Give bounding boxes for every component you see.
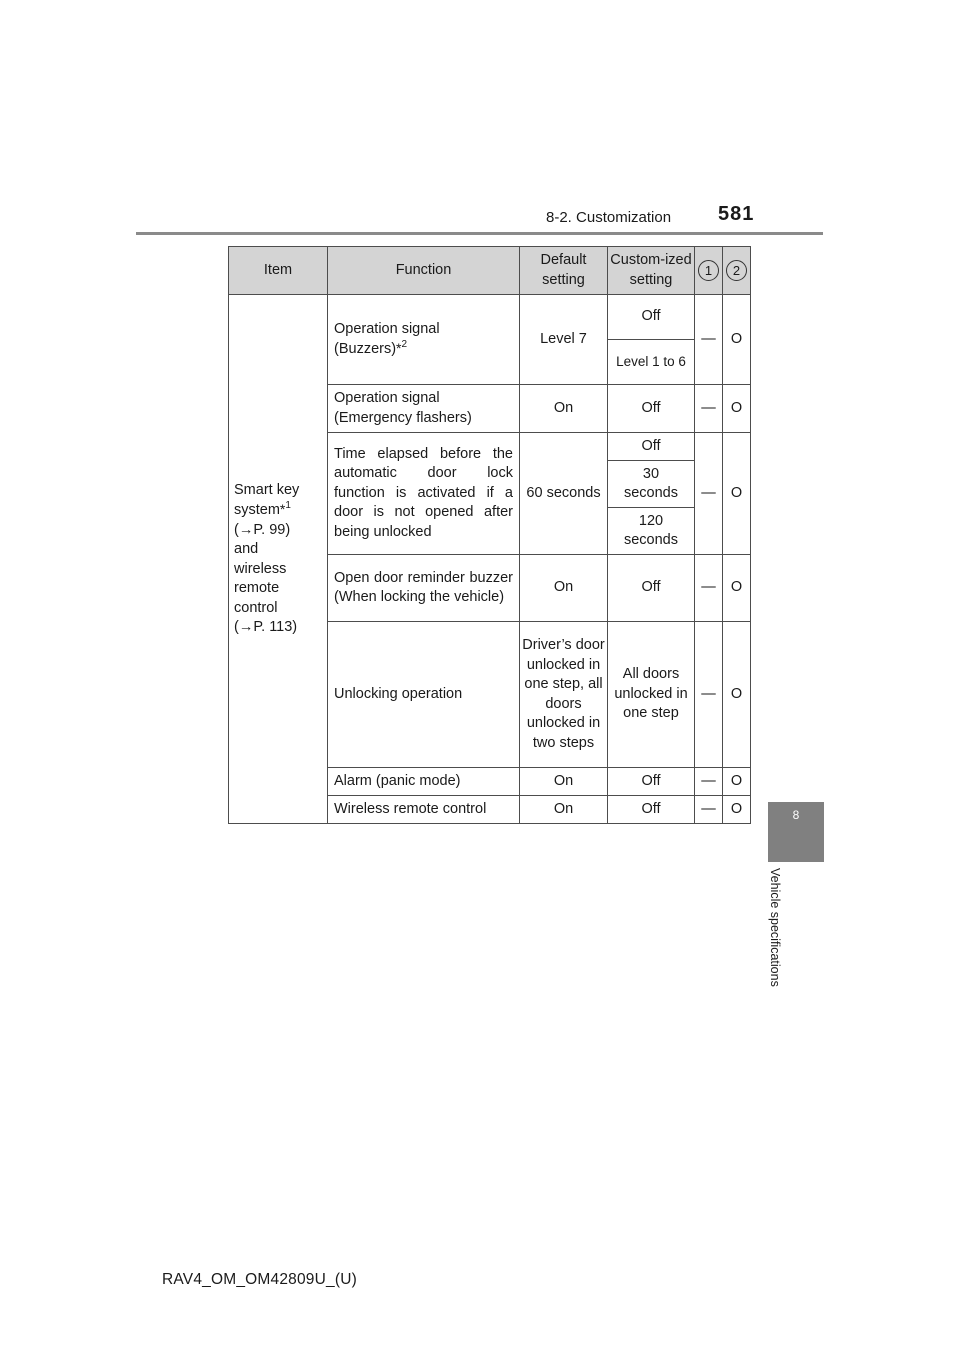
col2-cell: O [723, 622, 751, 768]
col1-cell: — [695, 295, 723, 385]
default-cell: On [520, 768, 608, 796]
circled-one-icon: 1 [698, 260, 719, 281]
chapter-title: Vehicle specifications [768, 868, 782, 987]
footnote-mark: 1 [285, 500, 291, 512]
function-cell: Unlocking operation [328, 622, 520, 768]
header-custom-text: Custom-ized setting [610, 252, 692, 288]
header-customized-setting [608, 247, 695, 295]
item-label-line: Smart key [234, 481, 300, 498]
header-default-text: Default setting [540, 252, 587, 288]
col2-cell: O [723, 385, 751, 433]
col1-cell: — [695, 796, 723, 824]
custom-cell: Level 1 to 6 [608, 340, 695, 385]
header-col1 [695, 247, 723, 295]
item-cell-smart-key [229, 295, 328, 824]
function-cell: Wireless remote control [328, 796, 520, 824]
document-code: RAV4_OM_OM42809U_(U) [162, 1271, 357, 1288]
item-label-line: wireless [234, 560, 287, 577]
function-cell: Operation signal (Emergency flashers) [328, 385, 520, 433]
default-cell: On [520, 385, 608, 433]
default-cell: On [520, 796, 608, 824]
header-default-setting [520, 247, 608, 295]
header-col2 [723, 247, 751, 295]
chapter-number: 8 [792, 808, 800, 822]
chapter-side-label [760, 868, 800, 1018]
header-rule [136, 232, 823, 235]
col2-cell: O [723, 433, 751, 555]
col2-cell: O [723, 295, 751, 385]
asterisk-icon: * [279, 501, 286, 517]
customization-table [228, 246, 751, 824]
custom-cell: Off [608, 796, 695, 824]
col1-cell: — [695, 622, 723, 768]
custom-cell: Off [608, 385, 695, 433]
custom-cell: 120 seconds [608, 508, 695, 555]
custom-cell: Off [608, 295, 695, 340]
item-label-line: system [234, 502, 280, 518]
col1-cell: — [695, 555, 723, 622]
page-number: 581 [718, 203, 755, 225]
function-cell: Open door reminder buzzer (When locking the vehicle) [328, 555, 520, 622]
page-header [0, 0, 960, 240]
page-reference-link[interactable]: (→P. 99) [234, 521, 291, 538]
col2-cell: O [723, 555, 751, 622]
col1-cell: — [695, 385, 723, 433]
table-header-row [229, 247, 751, 295]
page-reference-link[interactable]: (→P. 113) [234, 619, 298, 635]
footnote-mark: 2 [401, 339, 408, 351]
function-cell: Time elapsed before the automatic door lock function is activated if a door is not opened after being unlocked [328, 433, 520, 555]
item-label-line: control [234, 599, 278, 616]
col2-cell: O [723, 768, 751, 796]
asterisk-icon: * [396, 340, 402, 356]
col1-cell: — [695, 768, 723, 796]
custom-cell: Off [608, 433, 695, 461]
custom-cell: Off [608, 555, 695, 622]
col1-cell: — [695, 433, 723, 555]
chapter-tab[interactable] [768, 802, 824, 862]
header-item: Item [229, 247, 328, 295]
custom-cell: Off [608, 768, 695, 796]
table-row [229, 295, 751, 340]
custom-cell: 30 seconds [608, 461, 695, 508]
default-cell: Level 7 [520, 295, 608, 385]
circled-two-icon: 2 [726, 260, 747, 281]
default-cell: 60 seconds [520, 433, 608, 555]
item-label-line: remote [234, 580, 280, 596]
col2-cell: O [723, 796, 751, 824]
function-text: Operation signal (Buzzers) [334, 320, 440, 357]
function-cell: Alarm (panic mode) [328, 768, 520, 796]
section-title: 8-2. Customization [546, 209, 672, 226]
default-cell: Driver’s door unlocked in one step, all doors unlocked in two steps [520, 622, 608, 768]
function-cell [328, 295, 520, 385]
default-cell: On [520, 555, 608, 622]
custom-cell: All doors unlocked in one step [608, 622, 695, 768]
item-label-line: and [234, 541, 259, 557]
header-function: Function [328, 247, 520, 295]
